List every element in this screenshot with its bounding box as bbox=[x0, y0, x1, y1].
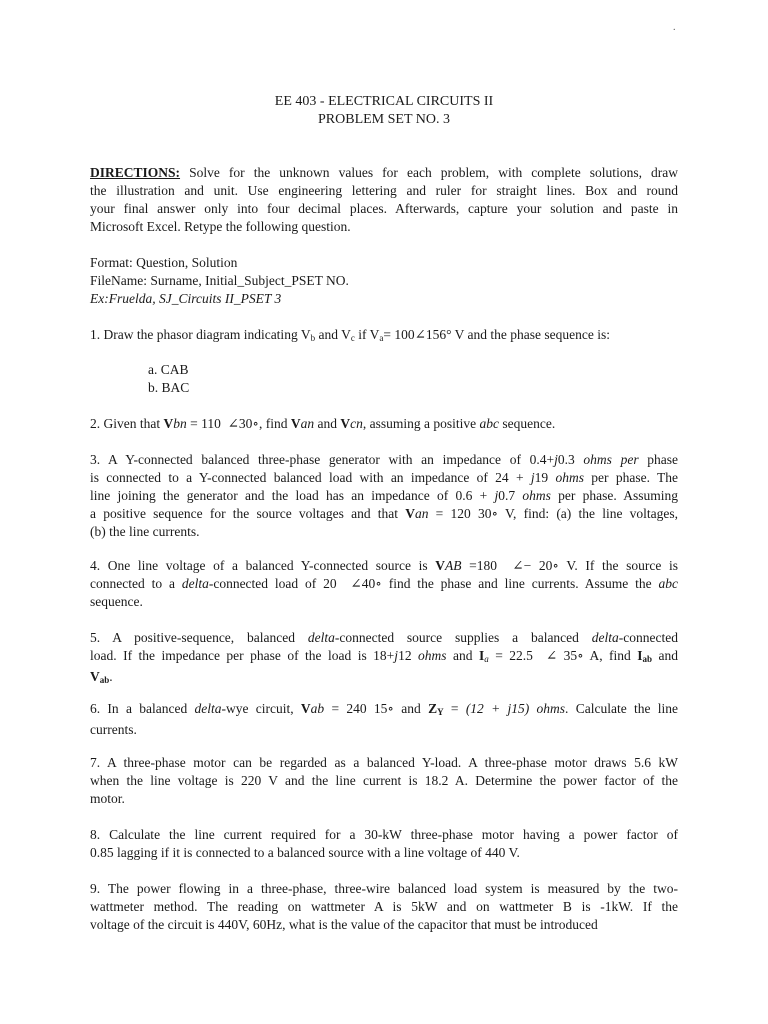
format-line-3: Ex:Fruelda, SJ_Circuits II_PSET 3 bbox=[90, 291, 282, 306]
format-line-2: FileName: Surname, Initial_Subject_PSET NO. bbox=[90, 273, 349, 288]
problem-9: 9. The power flowing in a three-phase, three-wire balanced load system is measured by the two- wattmeter method. The reading on wattmeter A is 5kW and on wattmeter B is -1kW. If the voltage of the circuit is 440V, 60Hz, what is the value of the capacitor that must be introduced bbox=[90, 881, 678, 932]
problem-1-option-a: a. CAB bbox=[148, 362, 189, 377]
problem-1: 1. Draw the phasor diagram indicating $V_b$ and $V_c$ if $V_a=$ 100∠156° V and the phase sequence is: bbox=[90, 327, 611, 343]
problem-4: 4. One line voltage of a balanced Y-connected source is VAB =180 ∠− 20∘ V. If the source is connected to a delta-connected load of 20 ∠40∘ find the phase and line currents. Assume the abc sequence. bbox=[90, 558, 678, 609]
problem-5: 5. A positive-sequence, balanced delta-connected source supplies a balanced delta-connected load. If the impedance per phase of the load is 18+j12 ohms and $I_a = 22.5$ ∠ 35∘ A, find Iab and Vab. bbox=[90, 630, 678, 685]
problem-2: 2. Given that Vbn = 110 ∠30∘, find Van and Vcn, assuming a positive abc sequence. bbox=[90, 416, 556, 431]
directions-paragraph: DIRECTIONS: Solve for the unknown values for each problem, with complete solutions, draw the illustration and unit. Use engineering lettering and ruler for straight lines. Box and round your final answer only into four decimal places. Afterwards, capture your solution and paste in Microsoft Excel. Retype the following question. bbox=[90, 165, 678, 234]
directions-label: DIRECTIONS: bbox=[90, 165, 181, 180]
corner-mark: . bbox=[673, 22, 676, 33]
problem-8: 8. Calculate the line current required for a 30-kW three-phase motor having a power factor of 0.85 lagging if it is connected to a balanced source with a line voltage of 440 V. bbox=[90, 827, 678, 860]
problem-1-option-b: b. BAC bbox=[148, 380, 190, 395]
format-line-1: Format: Question, Solution bbox=[90, 255, 238, 270]
document-title: EE 403 - ELECTRICAL CIRCUITS II bbox=[274, 94, 494, 109]
problem-7: 7. A three-phase motor can be regarded as a balanced Y-load. A three-phase motor draws 5.6 kW when the line voltage is 220 V and the line current is 18.2 A. Determine the power factor of the motor. bbox=[90, 755, 678, 806]
problem-3: 3. A Y-connected balanced three-phase generator with an impedance of 0.4+j0.3 ohms per phase is connected to a Y-connected balanced load with an impedance of 24 + j19 ohms per phase. The line joining the generator and the load has an impedance of 0.6 + j0.7 ohms per phase. Assuming a positive sequence for the source voltages and that Van = 120 30∘ V, find: (a) the line voltages, (b) the line currents. bbox=[90, 452, 679, 539]
document-subtitle: PROBLEM SET NO. 3 bbox=[318, 112, 450, 127]
problem-6: 6. In a balanced delta-wye circuit, Vab = 240 15∘ and ZY = (12 + j15) ohms. Calculate the line currents. bbox=[90, 701, 678, 737]
